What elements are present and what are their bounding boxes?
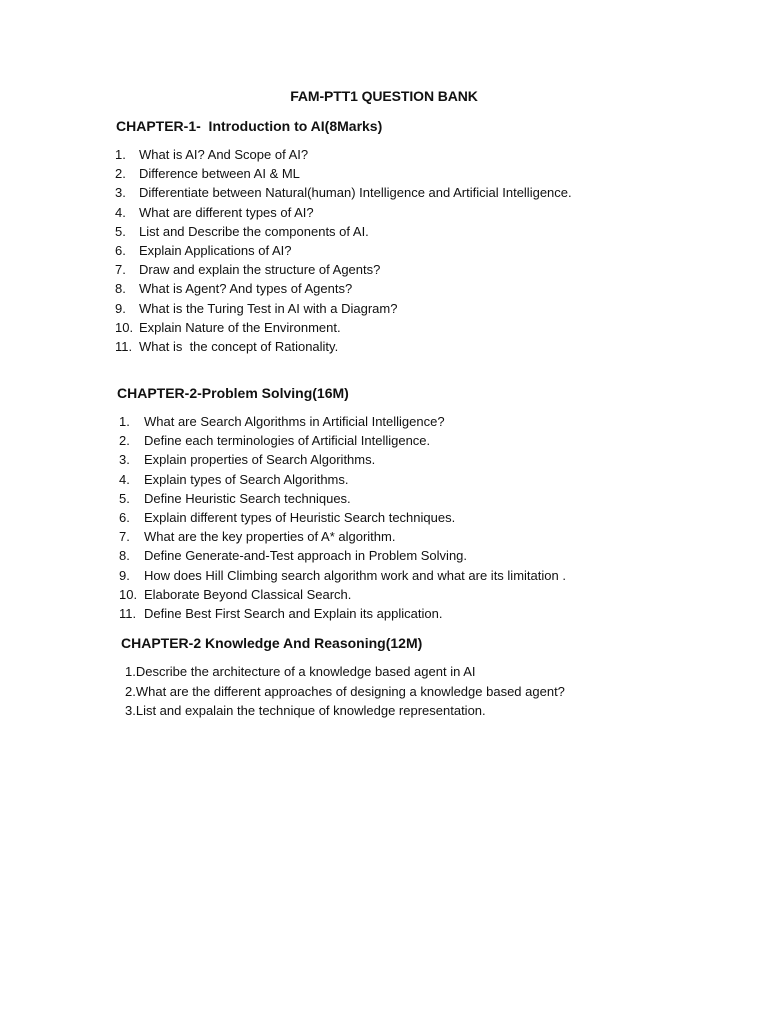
question-number: 8. xyxy=(119,548,130,564)
list-item xyxy=(115,279,572,298)
list-item xyxy=(115,145,572,164)
question-number: 4. xyxy=(119,471,130,487)
question-number: 5. xyxy=(115,223,126,239)
question-number: 2. xyxy=(119,433,130,449)
question-number: 9. xyxy=(115,300,126,316)
question-text: Explain different types of Heuristic Search techniques. xyxy=(144,509,456,525)
list-item xyxy=(115,260,572,279)
list-item xyxy=(119,412,566,431)
list-item xyxy=(119,604,566,623)
question-text: Explain Nature of the Environment. xyxy=(139,319,341,335)
list-item xyxy=(119,508,566,527)
question-text: Differentiate between Natural(human) Intelligence and Artificial Intelligence. xyxy=(139,185,572,201)
question-number: 3. xyxy=(119,452,130,468)
question-number: 9. xyxy=(119,567,130,583)
question-text: Define Generate-and-Test approach in Problem Solving. xyxy=(144,548,468,564)
list-item xyxy=(119,489,566,508)
question-number: 10. xyxy=(115,319,134,335)
list-item xyxy=(115,337,572,356)
question-text: What are Search Algorithms in Artificial Intelligence? xyxy=(144,414,445,429)
question-text: Explain properties of Search Algorithms. xyxy=(144,452,376,468)
question-text: What are different types of AI? xyxy=(139,204,314,220)
question-text: Elaborate Beyond Classical Search. xyxy=(144,586,352,602)
question-text: Difference between AI & ML xyxy=(139,166,300,182)
question-number: 6. xyxy=(115,242,126,258)
document-title: FAM-PTT1 QUESTION BANK xyxy=(290,88,478,104)
question-number: 5. xyxy=(119,490,130,506)
question-number: 7. xyxy=(119,529,130,545)
question-number: 11. xyxy=(119,605,137,621)
question-text: What is the Turing Test in AI with a Diagram? xyxy=(139,300,398,316)
chapter-3-heading: CHAPTER-2 Knowledge And Reasoning(12M) xyxy=(121,635,423,651)
chapter-3-question-list xyxy=(125,662,565,721)
question-number: 10. xyxy=(119,586,138,602)
question-text: What is the concept of Rationality. xyxy=(139,338,339,354)
question-number: 2. xyxy=(115,166,126,182)
list-item xyxy=(115,222,572,241)
question-number: 1. xyxy=(119,414,130,429)
question-text: Draw and explain the structure of Agents? xyxy=(139,262,381,278)
list-item xyxy=(119,527,566,546)
question-text: What is Agent? And types of Agents? xyxy=(139,281,353,297)
list-item: 3.List and expalain the technique of knowledge representation. xyxy=(125,703,486,718)
list-item xyxy=(115,241,572,260)
list-item xyxy=(115,203,572,222)
list-item xyxy=(115,318,572,337)
question-text: List and Describe the components of AI. xyxy=(139,223,369,239)
question-number: 7. xyxy=(115,262,126,278)
list-item xyxy=(119,566,566,585)
question-text: Define Heuristic Search techniques. xyxy=(144,490,351,506)
question-number: 6. xyxy=(119,509,130,525)
list-item xyxy=(119,546,566,565)
chapter-1-question-list xyxy=(115,145,572,356)
question-number: 1. xyxy=(115,147,126,162)
list-item xyxy=(115,299,572,318)
list-item xyxy=(119,450,566,469)
question-text: What are the key properties of A* algorithm. xyxy=(144,529,396,545)
question-text: Define each terminologies of Artificial Intelligence. xyxy=(144,433,431,449)
list-item xyxy=(115,164,572,183)
chapter-2-question-list xyxy=(119,412,566,623)
chapter-1-heading: CHAPTER-1- Introduction to AI(8Marks) xyxy=(116,118,383,134)
question-number: 3. xyxy=(115,185,126,201)
question-text: Define Best First Search and Explain its application. xyxy=(144,605,443,621)
list-item: 1.Describe the architecture of a knowledge based agent in AI xyxy=(125,664,476,679)
question-number: 8. xyxy=(115,281,126,297)
list-item xyxy=(119,585,566,604)
list-item: 2.What are the different approaches of designing a knowledge based agent? xyxy=(125,683,565,699)
list-item xyxy=(119,431,566,450)
question-number: 4. xyxy=(115,204,126,220)
question-text: Explain types of Search Algorithms. xyxy=(144,471,349,487)
question-text: How does Hill Climbing search algorithm work and what are its limitation . xyxy=(144,567,566,583)
question-text: Explain Applications of AI? xyxy=(139,242,292,258)
question-text: What is AI? And Scope of AI? xyxy=(139,147,309,162)
list-item xyxy=(119,470,566,489)
chapter-2-heading: CHAPTER-2-Problem Solving(16M) xyxy=(117,385,349,401)
list-item xyxy=(115,183,572,202)
question-number: 11. xyxy=(115,338,133,354)
